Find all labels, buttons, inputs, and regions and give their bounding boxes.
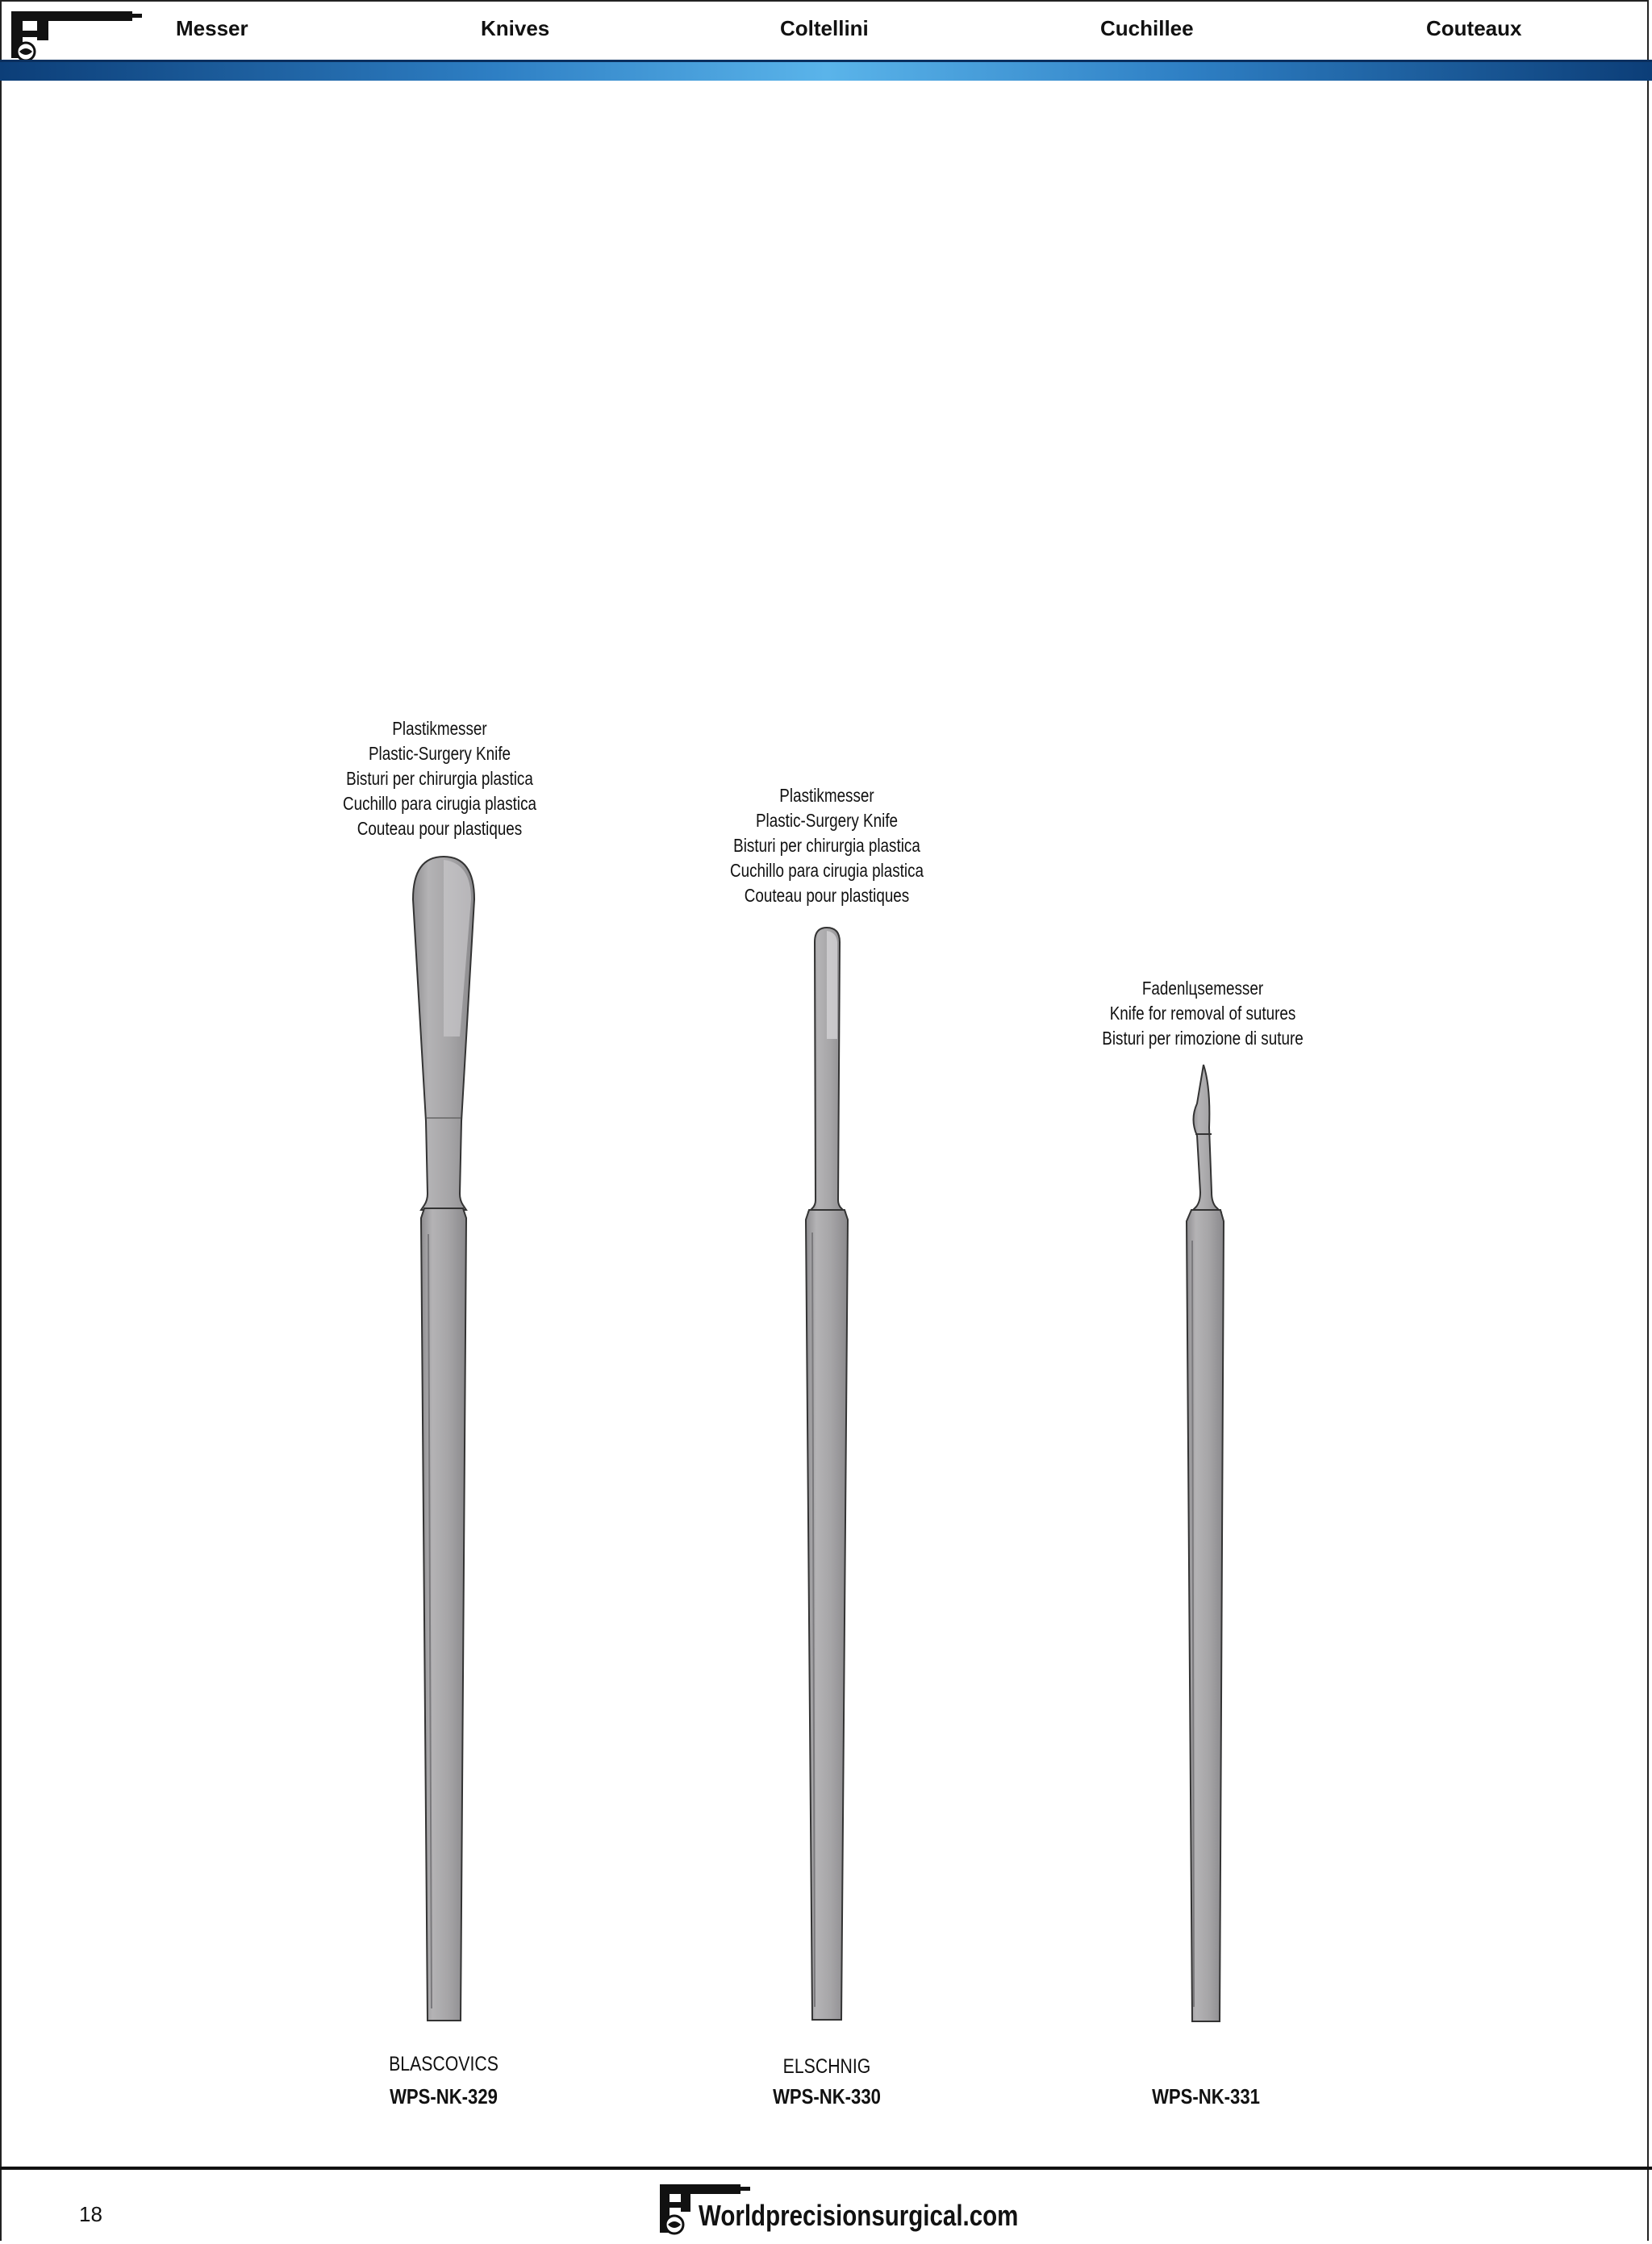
blascovics-knife-image[interactable] bbox=[403, 855, 484, 2026]
instrument-2-code: WPS-NK-330 bbox=[773, 2084, 881, 2108]
instrument-1-name: BLASCOVICS bbox=[389, 2053, 499, 2075]
header-blue-band bbox=[0, 60, 1652, 81]
instrument-2-label-de: Plastikmesser bbox=[779, 785, 874, 806]
caliper-globe-logo-icon bbox=[5, 6, 142, 63]
instrument-1-label-de: Plastikmesser bbox=[392, 718, 487, 739]
instrument-2-label-es: Cuchillo para cirugia plastica bbox=[729, 860, 924, 881]
header-band-line bbox=[0, 60, 1652, 62]
page-number: 18 bbox=[79, 2202, 102, 2226]
nav-messer[interactable]: Messer bbox=[176, 16, 248, 40]
instrument-2-label-en: Plastic-Surgery Knife bbox=[755, 810, 899, 831]
instrument-2-name: ELSCHNIG bbox=[782, 2055, 871, 2078]
nav-knives[interactable]: Knives bbox=[481, 16, 550, 40]
nav-cuchillee[interactable]: Cuchillee bbox=[1100, 16, 1194, 40]
instrument-3-label-it: Bisturi per rimozione di suture bbox=[1102, 1028, 1304, 1049]
instrument-2-label-fr: Couteau pour plastiques bbox=[744, 885, 910, 906]
instrument-1-label-fr: Couteau pour plastiques bbox=[357, 818, 523, 839]
instrument-2-label-it: Bisturi per chirurgia plastica bbox=[733, 835, 920, 856]
instrument-1-description bbox=[307, 716, 572, 841]
suture-removal-knife-image[interactable] bbox=[1174, 1063, 1238, 2026]
instrument-1-label-es: Cuchillo para cirugia plastica bbox=[342, 793, 537, 814]
instrument-1-code: WPS-NK-329 bbox=[390, 2084, 498, 2108]
elschnig-knife-image[interactable] bbox=[795, 926, 859, 2026]
instrument-3-label-de: Fadenlцsemesser bbox=[1141, 978, 1264, 999]
nav-coltellini[interactable]: Coltellini bbox=[780, 16, 869, 40]
instrument-3-code: WPS-NK-331 bbox=[1152, 2084, 1260, 2108]
instrument-3-description bbox=[1070, 976, 1335, 1051]
instrument-1-label-it: Bisturi per chirurgia plastica bbox=[346, 768, 533, 789]
instrument-2-description bbox=[695, 783, 959, 908]
nav-couteaux[interactable]: Couteaux bbox=[1426, 16, 1522, 40]
footer-divider bbox=[0, 2167, 1652, 2170]
footer-website[interactable]: Worldprecisionsurgical.com bbox=[699, 2199, 1019, 2232]
instrument-3-label-en: Knife for removal of sutures bbox=[1109, 1003, 1296, 1024]
instrument-1-label-en: Plastic-Surgery Knife bbox=[368, 743, 511, 764]
